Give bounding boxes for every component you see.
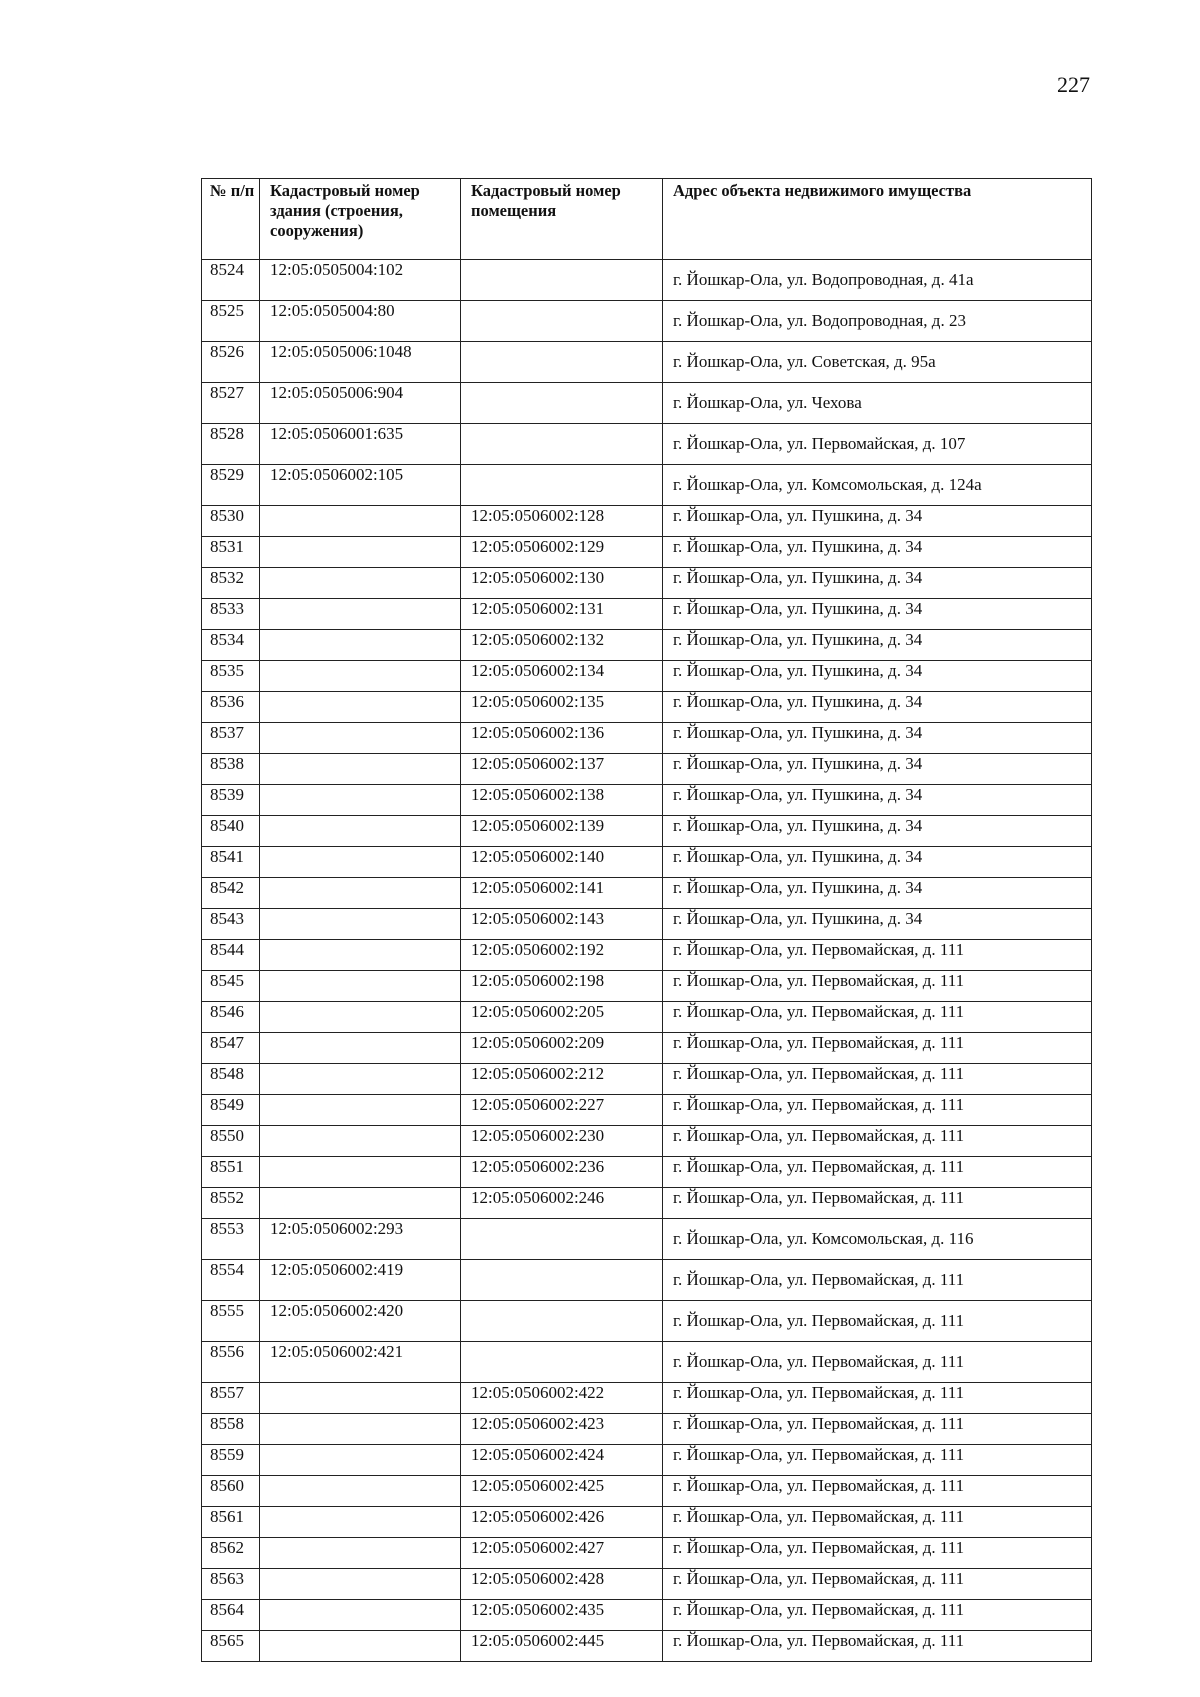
table-row bbox=[202, 909, 1092, 940]
row-number: 8539 bbox=[202, 785, 260, 816]
table-row bbox=[202, 1064, 1092, 1095]
building-cadastral-number bbox=[260, 1002, 461, 1033]
premise-cadastral-number: 12:05:0506002:426 bbox=[461, 1507, 663, 1538]
table-row bbox=[202, 878, 1092, 909]
table-row bbox=[202, 1383, 1092, 1414]
premise-cadastral-number: 12:05:0506002:236 bbox=[461, 1157, 663, 1188]
building-cadastral-number: 12:05:0505004:102 bbox=[260, 260, 461, 301]
row-number: 8525 bbox=[202, 301, 260, 342]
table-row bbox=[202, 1631, 1092, 1662]
building-cadastral-number bbox=[260, 1445, 461, 1476]
premise-cadastral-number bbox=[461, 342, 663, 383]
address: г. Йошкар-Ола, ул. Первомайская, д. 111 bbox=[663, 1383, 1092, 1414]
building-cadastral-number bbox=[260, 723, 461, 754]
premise-cadastral-number: 12:05:0506002:141 bbox=[461, 878, 663, 909]
building-cadastral-number bbox=[260, 1507, 461, 1538]
row-number: 8541 bbox=[202, 847, 260, 878]
address: г. Йошкар-Ола, ул. Первомайская, д. 107 bbox=[663, 424, 1092, 465]
premise-cadastral-number: 12:05:0506002:130 bbox=[461, 568, 663, 599]
address: г. Йошкар-Ола, ул. Первомайская, д. 111 bbox=[663, 1600, 1092, 1631]
address: г. Йошкар-Ола, ул. Комсомольская, д. 124а bbox=[663, 465, 1092, 506]
table-row bbox=[202, 537, 1092, 568]
table-row bbox=[202, 1569, 1092, 1600]
premise-cadastral-number: 12:05:0506002:435 bbox=[461, 1600, 663, 1631]
address: г. Йошкар-Ола, ул. Чехова bbox=[663, 383, 1092, 424]
row-number: 8565 bbox=[202, 1631, 260, 1662]
row-number: 8527 bbox=[202, 383, 260, 424]
table-row bbox=[202, 1157, 1092, 1188]
premise-cadastral-number: 12:05:0506002:227 bbox=[461, 1095, 663, 1126]
building-cadastral-number bbox=[260, 1126, 461, 1157]
building-cadastral-number: 12:05:0505006:904 bbox=[260, 383, 461, 424]
row-number: 8543 bbox=[202, 909, 260, 940]
premise-cadastral-number bbox=[461, 1301, 663, 1342]
premise-cadastral-number bbox=[461, 465, 663, 506]
table-row bbox=[202, 723, 1092, 754]
row-number: 8538 bbox=[202, 754, 260, 785]
building-cadastral-number bbox=[260, 754, 461, 785]
premise-cadastral-number: 12:05:0506002:212 bbox=[461, 1064, 663, 1095]
building-cadastral-number bbox=[260, 1600, 461, 1631]
table-row bbox=[202, 630, 1092, 661]
building-cadastral-number bbox=[260, 1414, 461, 1445]
table-body bbox=[202, 260, 1092, 1662]
address: г. Йошкар-Ола, ул. Первомайская, д. 111 bbox=[663, 1538, 1092, 1569]
building-cadastral-number bbox=[260, 1064, 461, 1095]
table-row bbox=[202, 1095, 1092, 1126]
premise-cadastral-number: 12:05:0506002:427 bbox=[461, 1538, 663, 1569]
address: г. Йошкар-Ола, ул. Пушкина, д. 34 bbox=[663, 537, 1092, 568]
table-row bbox=[202, 1219, 1092, 1260]
row-number: 8533 bbox=[202, 599, 260, 630]
premise-cadastral-number: 12:05:0506002:230 bbox=[461, 1126, 663, 1157]
address: г. Йошкар-Ола, ул. Первомайская, д. 111 bbox=[663, 1301, 1092, 1342]
address: г. Йошкар-Ола, ул. Водопроводная, д. 41а bbox=[663, 260, 1092, 301]
address: г. Йошкар-Ола, ул. Первомайская, д. 111 bbox=[663, 1414, 1092, 1445]
building-cadastral-number bbox=[260, 1569, 461, 1600]
address: г. Йошкар-Ола, ул. Пушкина, д. 34 bbox=[663, 506, 1092, 537]
building-cadastral-number: 12:05:0506002:105 bbox=[260, 465, 461, 506]
row-number: 8555 bbox=[202, 1301, 260, 1342]
premise-cadastral-number: 12:05:0506002:425 bbox=[461, 1476, 663, 1507]
building-cadastral-number bbox=[260, 1157, 461, 1188]
row-number: 8544 bbox=[202, 940, 260, 971]
building-cadastral-number: 12:05:0506002:420 bbox=[260, 1301, 461, 1342]
table-row bbox=[202, 940, 1092, 971]
premise-cadastral-number: 12:05:0506002:131 bbox=[461, 599, 663, 630]
header-row bbox=[202, 179, 1092, 260]
address: г. Йошкар-Ола, ул. Первомайская, д. 111 bbox=[663, 1095, 1092, 1126]
premise-cadastral-number: 12:05:0506002:139 bbox=[461, 816, 663, 847]
table-row bbox=[202, 1260, 1092, 1301]
row-number: 8564 bbox=[202, 1600, 260, 1631]
premise-cadastral-number bbox=[461, 301, 663, 342]
premise-cadastral-number: 12:05:0506002:138 bbox=[461, 785, 663, 816]
premise-cadastral-number: 12:05:0506002:136 bbox=[461, 723, 663, 754]
table-row bbox=[202, 971, 1092, 1002]
building-cadastral-number bbox=[260, 692, 461, 723]
registry-table bbox=[201, 178, 1092, 1662]
row-number: 8542 bbox=[202, 878, 260, 909]
building-cadastral-number: 12:05:0506002:421 bbox=[260, 1342, 461, 1383]
address: г. Йошкар-Ола, ул. Первомайская, д. 111 bbox=[663, 1064, 1092, 1095]
table-row bbox=[202, 754, 1092, 785]
row-number: 8545 bbox=[202, 971, 260, 1002]
address: г. Йошкар-Ола, ул. Пушкина, д. 34 bbox=[663, 878, 1092, 909]
premise-cadastral-number: 12:05:0506002:192 bbox=[461, 940, 663, 971]
table-header bbox=[202, 179, 1092, 260]
address: г. Йошкар-Ола, ул. Пушкина, д. 34 bbox=[663, 599, 1092, 630]
table-row bbox=[202, 342, 1092, 383]
address: г. Йошкар-Ола, ул. Первомайская, д. 111 bbox=[663, 1126, 1092, 1157]
building-cadastral-number bbox=[260, 940, 461, 971]
premise-cadastral-number: 12:05:0506002:132 bbox=[461, 630, 663, 661]
building-cadastral-number bbox=[260, 1631, 461, 1662]
table-row bbox=[202, 661, 1092, 692]
address: г. Йошкар-Ола, ул. Пушкина, д. 34 bbox=[663, 692, 1092, 723]
building-cadastral-number bbox=[260, 1033, 461, 1064]
address: г. Йошкар-Ола, ул. Первомайская, д. 111 bbox=[663, 1445, 1092, 1476]
premise-cadastral-number: 12:05:0506002:137 bbox=[461, 754, 663, 785]
building-cadastral-number bbox=[260, 785, 461, 816]
row-number: 8552 bbox=[202, 1188, 260, 1219]
address: г. Йошкар-Ола, ул. Первомайская, д. 111 bbox=[663, 1569, 1092, 1600]
table-row bbox=[202, 1126, 1092, 1157]
premise-cadastral-number: 12:05:0506002:134 bbox=[461, 661, 663, 692]
row-number: 8550 bbox=[202, 1126, 260, 1157]
row-number: 8560 bbox=[202, 1476, 260, 1507]
table-row bbox=[202, 1188, 1092, 1219]
row-number: 8546 bbox=[202, 1002, 260, 1033]
address: г. Йошкар-Ола, ул. Советская, д. 95а bbox=[663, 342, 1092, 383]
address: г. Йошкар-Ола, ул. Первомайская, д. 111 bbox=[663, 1507, 1092, 1538]
table-row bbox=[202, 506, 1092, 537]
address: г. Йошкар-Ола, ул. Пушкина, д. 34 bbox=[663, 630, 1092, 661]
table-row bbox=[202, 1342, 1092, 1383]
row-number: 8529 bbox=[202, 465, 260, 506]
row-number: 8526 bbox=[202, 342, 260, 383]
table-row bbox=[202, 465, 1092, 506]
row-number: 8548 bbox=[202, 1064, 260, 1095]
row-number: 8537 bbox=[202, 723, 260, 754]
address: г. Йошкар-Ола, ул. Первомайская, д. 111 bbox=[663, 1002, 1092, 1033]
address: г. Йошкар-Ола, ул. Первомайская, д. 111 bbox=[663, 1188, 1092, 1219]
row-number: 8530 bbox=[202, 506, 260, 537]
premise-cadastral-number: 12:05:0506002:129 bbox=[461, 537, 663, 568]
table-row bbox=[202, 424, 1092, 465]
address: г. Йошкар-Ола, ул. Первомайская, д. 111 bbox=[663, 971, 1092, 1002]
row-number: 8534 bbox=[202, 630, 260, 661]
premise-cadastral-number: 12:05:0506002:135 bbox=[461, 692, 663, 723]
building-cadastral-number bbox=[260, 568, 461, 599]
address: г. Йошкар-Ола, ул. Пушкина, д. 34 bbox=[663, 785, 1092, 816]
row-number: 8558 bbox=[202, 1414, 260, 1445]
table-row bbox=[202, 816, 1092, 847]
premise-cadastral-number bbox=[461, 1219, 663, 1260]
building-cadastral-number bbox=[260, 971, 461, 1002]
premise-cadastral-number: 12:05:0506002:422 bbox=[461, 1383, 663, 1414]
address: г. Йошкар-Ола, ул. Пушкина, д. 34 bbox=[663, 816, 1092, 847]
row-number: 8553 bbox=[202, 1219, 260, 1260]
premise-cadastral-number: 12:05:0506002:428 bbox=[461, 1569, 663, 1600]
table-row bbox=[202, 1414, 1092, 1445]
row-number: 8532 bbox=[202, 568, 260, 599]
address: г. Йошкар-Ола, ул. Пушкина, д. 34 bbox=[663, 568, 1092, 599]
table-row bbox=[202, 1600, 1092, 1631]
table-row bbox=[202, 599, 1092, 630]
premise-cadastral-number: 12:05:0506002:140 bbox=[461, 847, 663, 878]
premise-cadastral-number bbox=[461, 1260, 663, 1301]
address: г. Йошкар-Ола, ул. Пушкина, д. 34 bbox=[663, 754, 1092, 785]
table-row bbox=[202, 1301, 1092, 1342]
premise-cadastral-number: 12:05:0506002:445 bbox=[461, 1631, 663, 1662]
header-address: Адрес объекта недвижимого имущества bbox=[663, 179, 1092, 260]
address: г. Йошкар-Ола, ул. Первомайская, д. 111 bbox=[663, 1260, 1092, 1301]
building-cadastral-number bbox=[260, 506, 461, 537]
table-row bbox=[202, 847, 1092, 878]
address: г. Йошкар-Ола, ул. Первомайская, д. 111 bbox=[663, 940, 1092, 971]
row-number: 8561 bbox=[202, 1507, 260, 1538]
row-number: 8562 bbox=[202, 1538, 260, 1569]
premise-cadastral-number: 12:05:0506002:246 bbox=[461, 1188, 663, 1219]
address: г. Йошкар-Ола, ул. Комсомольская, д. 116 bbox=[663, 1219, 1092, 1260]
row-number: 8531 bbox=[202, 537, 260, 568]
row-number: 8549 bbox=[202, 1095, 260, 1126]
table-row bbox=[202, 1033, 1092, 1064]
building-cadastral-number: 12:05:0505004:80 bbox=[260, 301, 461, 342]
header-building-cadastral: Кадастровый номер здания (строения, сооружения) bbox=[260, 179, 461, 260]
building-cadastral-number bbox=[260, 909, 461, 940]
address: г. Йошкар-Ола, ул. Первомайская, д. 111 bbox=[663, 1631, 1092, 1662]
row-number: 8557 bbox=[202, 1383, 260, 1414]
header-premise-cadastral: Кадастровый номер помещения bbox=[461, 179, 663, 260]
table-row bbox=[202, 383, 1092, 424]
premise-cadastral-number bbox=[461, 1342, 663, 1383]
row-number: 8563 bbox=[202, 1569, 260, 1600]
row-number: 8524 bbox=[202, 260, 260, 301]
premise-cadastral-number: 12:05:0506002:424 bbox=[461, 1445, 663, 1476]
premise-cadastral-number bbox=[461, 424, 663, 465]
row-number: 8535 bbox=[202, 661, 260, 692]
row-number: 8540 bbox=[202, 816, 260, 847]
row-number: 8551 bbox=[202, 1157, 260, 1188]
building-cadastral-number bbox=[260, 1476, 461, 1507]
table-row bbox=[202, 1507, 1092, 1538]
building-cadastral-number: 12:05:0506002:419 bbox=[260, 1260, 461, 1301]
address: г. Йошкар-Ола, ул. Пушкина, д. 34 bbox=[663, 661, 1092, 692]
address: г. Йошкар-Ола, ул. Пушкина, д. 34 bbox=[663, 847, 1092, 878]
table-row bbox=[202, 1538, 1092, 1569]
building-cadastral-number: 12:05:0505006:1048 bbox=[260, 342, 461, 383]
premise-cadastral-number: 12:05:0506002:198 bbox=[461, 971, 663, 1002]
address: г. Йошкар-Ола, ул. Водопроводная, д. 23 bbox=[663, 301, 1092, 342]
address: г. Йошкар-Ола, ул. Первомайская, д. 111 bbox=[663, 1157, 1092, 1188]
building-cadastral-number bbox=[260, 1188, 461, 1219]
page-number: 227 bbox=[1057, 72, 1090, 97]
building-cadastral-number bbox=[260, 878, 461, 909]
address: г. Йошкар-Ола, ул. Первомайская, д. 111 bbox=[663, 1476, 1092, 1507]
building-cadastral-number: 12:05:0506002:293 bbox=[260, 1219, 461, 1260]
table-row bbox=[202, 568, 1092, 599]
building-cadastral-number bbox=[260, 1538, 461, 1569]
premise-cadastral-number: 12:05:0506002:205 bbox=[461, 1002, 663, 1033]
row-number: 8556 bbox=[202, 1342, 260, 1383]
building-cadastral-number bbox=[260, 847, 461, 878]
address: г. Йошкар-Ола, ул. Первомайская, д. 111 bbox=[663, 1342, 1092, 1383]
table-row bbox=[202, 1476, 1092, 1507]
table-row bbox=[202, 692, 1092, 723]
premise-cadastral-number: 12:05:0506002:423 bbox=[461, 1414, 663, 1445]
building-cadastral-number bbox=[260, 537, 461, 568]
building-cadastral-number bbox=[260, 1383, 461, 1414]
building-cadastral-number: 12:05:0506001:635 bbox=[260, 424, 461, 465]
row-number: 8547 bbox=[202, 1033, 260, 1064]
premise-cadastral-number: 12:05:0506002:128 bbox=[461, 506, 663, 537]
row-number: 8559 bbox=[202, 1445, 260, 1476]
building-cadastral-number bbox=[260, 630, 461, 661]
address: г. Йошкар-Ола, ул. Пушкина, д. 34 bbox=[663, 909, 1092, 940]
building-cadastral-number bbox=[260, 661, 461, 692]
table-row bbox=[202, 1002, 1092, 1033]
row-number: 8528 bbox=[202, 424, 260, 465]
building-cadastral-number bbox=[260, 816, 461, 847]
premise-cadastral-number: 12:05:0506002:209 bbox=[461, 1033, 663, 1064]
table-row bbox=[202, 260, 1092, 301]
table-row bbox=[202, 301, 1092, 342]
header-num: № п/п bbox=[202, 179, 260, 260]
table-row bbox=[202, 785, 1092, 816]
premise-cadastral-number: 12:05:0506002:143 bbox=[461, 909, 663, 940]
row-number: 8536 bbox=[202, 692, 260, 723]
premise-cadastral-number bbox=[461, 383, 663, 424]
building-cadastral-number bbox=[260, 1095, 461, 1126]
table-row bbox=[202, 1445, 1092, 1476]
address: г. Йошкар-Ола, ул. Пушкина, д. 34 bbox=[663, 723, 1092, 754]
building-cadastral-number bbox=[260, 599, 461, 630]
address: г. Йошкар-Ола, ул. Первомайская, д. 111 bbox=[663, 1033, 1092, 1064]
premise-cadastral-number bbox=[461, 260, 663, 301]
row-number: 8554 bbox=[202, 1260, 260, 1301]
